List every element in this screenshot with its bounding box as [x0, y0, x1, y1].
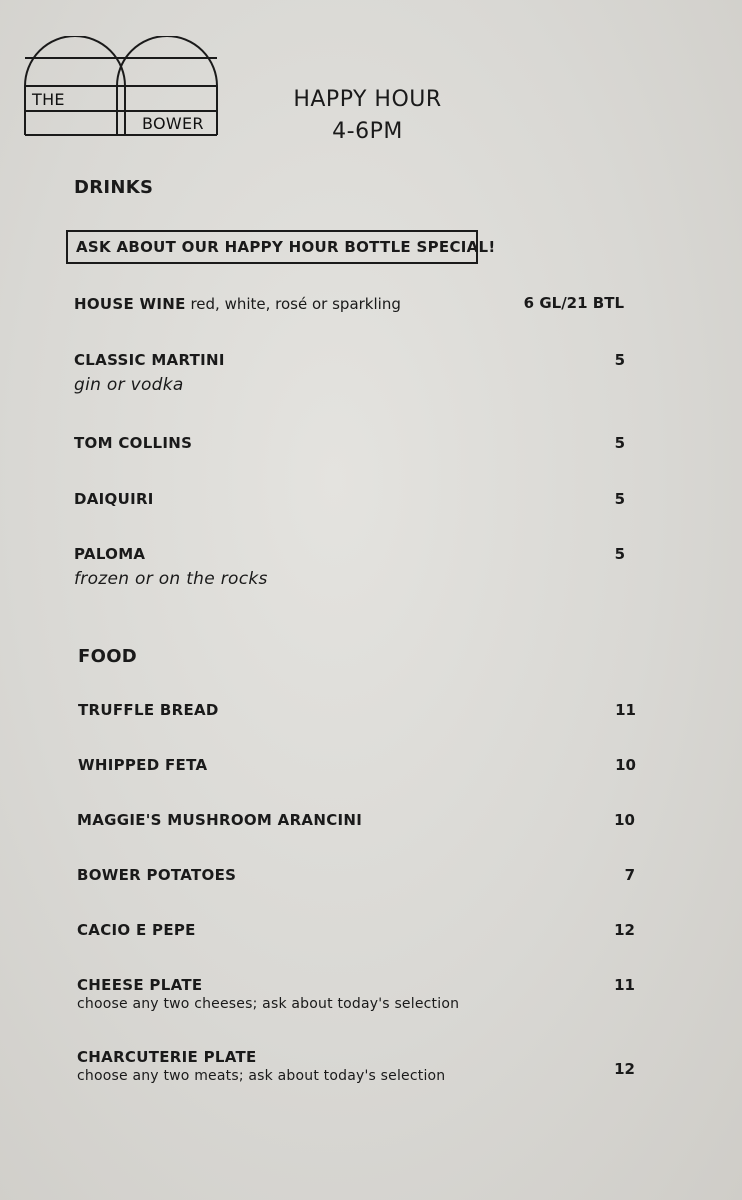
menu-item-charcuterie-plate: [77, 1048, 633, 1084]
item-name: HOUSE WINE: [74, 295, 186, 313]
item-name: CLASSIC MARTINI: [74, 351, 225, 369]
item-price: 11: [614, 976, 635, 994]
item-name: TRUFFLE BREAD: [78, 701, 219, 719]
item-price: 5: [614, 434, 625, 452]
logo: [24, 36, 218, 136]
menu-item-cacio-e-pepe: [77, 921, 633, 939]
menu-item-cheese-plate: [77, 976, 633, 1012]
item-price: 6 GL/21 BTL: [523, 294, 624, 312]
page-title: HAPPY HOUR: [293, 87, 442, 112]
item-price: 5: [614, 545, 625, 563]
item-price: 10: [614, 811, 635, 829]
item-name: BOWER POTATOES: [77, 866, 237, 884]
item-description: gin or vodka: [74, 375, 184, 395]
menu-item-classic-martini: [74, 351, 630, 395]
menu-item-house-wine: [74, 294, 630, 313]
item-description: choose any two cheeses; ask about today's selection: [77, 996, 460, 1012]
food-heading: FOOD: [78, 646, 138, 667]
item-name: CACIO E PEPE: [77, 921, 196, 939]
logo-word-bower: BOWER: [142, 114, 204, 133]
menu-item-paloma: [74, 545, 630, 589]
drinks-heading: DRINKS: [74, 177, 154, 198]
menu-item-whipped-feta: [78, 756, 634, 774]
menu-item-daiquiri: [74, 490, 630, 508]
item-description: choose any two meats; ask about today's selection: [77, 1068, 446, 1084]
item-name: TOM COLLINS: [74, 434, 193, 452]
item-price: 12: [614, 1060, 635, 1078]
hours: 4-6PM: [332, 119, 403, 144]
item-name: MAGGIE'S MUSHROOM ARANCINI: [77, 811, 363, 829]
item-price: 7: [624, 866, 635, 884]
logo-word-the: THE: [32, 90, 65, 109]
item-price: 10: [615, 756, 636, 774]
item-description: frozen or on the rocks: [74, 569, 268, 589]
menu-item-tom-collins: [74, 434, 630, 452]
item-name: DAIQUIRI: [74, 490, 154, 508]
item-price: 11: [615, 701, 636, 719]
item-name: CHARCUTERIE PLATE: [77, 1048, 257, 1066]
menu-item-bower-potatoes: [77, 866, 633, 884]
item-price: 5: [614, 351, 625, 369]
item-price: 12: [614, 921, 635, 939]
menu-item-mushroom-arancini: [77, 811, 633, 829]
header: [250, 84, 485, 148]
item-name: CHEESE PLATE: [77, 976, 203, 994]
item-description: red, white, rosé or sparkling: [185, 295, 401, 313]
item-name: WHIPPED FETA: [78, 756, 208, 774]
bottle-special-notice: ASK ABOUT OUR HAPPY HOUR BOTTLE SPECIAL!: [66, 230, 478, 264]
menu-item-truffle-bread: [78, 701, 634, 719]
item-name: PALOMA: [74, 545, 146, 563]
item-price: 5: [614, 490, 625, 508]
